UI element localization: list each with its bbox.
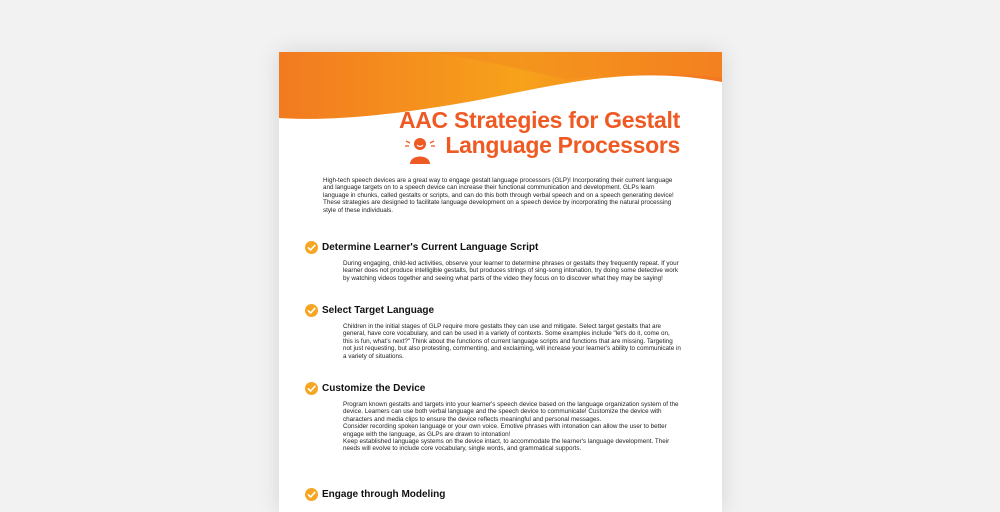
section-heading: Engage through Modeling xyxy=(322,489,446,500)
section-paragraph: Consider recording spoken language or your own voice. Emotive phrases with intonation can allow the user to better engage with the language, as GLPs are drawn to intonation! xyxy=(343,423,667,438)
section-body xyxy=(343,401,681,453)
section-heading: Determine Learner's Current Language Script xyxy=(322,242,539,253)
check-icon xyxy=(305,488,318,501)
section-body xyxy=(343,323,681,360)
section-paragraph: Keep established language systems on the device intact, to accommodate the learner's language development. Their needs will evolve to include core vocabulary, single words, and grammatical supports. xyxy=(343,438,670,453)
section-paragraph: Program known gestalts and targets into your learner's speech device based on the language organization system of the device. Learners can use both verbal language and the speech device to communicate! Customize the device with characters and media clips to ensure the device reflects meaningful and personal messages. xyxy=(343,401,679,423)
speaking-child-icon xyxy=(401,136,439,164)
title-line-1: AAC Strategies for Gestalt xyxy=(398,107,680,133)
section-heading: Customize the Device xyxy=(322,383,426,394)
section-select-target xyxy=(305,304,685,360)
section-paragraph: During engaging, child-led activities, observe your learner to determine phrases or gestalts they frequently repeat. If your learner does not produce intelligible gestalts, but produces strings of sing-song intonation, try doing some detective work by watching videos together and seeing what parts of the video they focus on to discover what they may be saying! xyxy=(343,260,679,282)
section-body xyxy=(343,260,681,282)
section-heading: Select Target Language xyxy=(322,305,435,316)
section-determine-script xyxy=(305,241,685,282)
section-customize-device xyxy=(305,382,685,453)
check-icon xyxy=(305,241,318,254)
intro-paragraph: High-tech speech devices are a great way to engage gestalt language processors (GLP)! Incorporating their current language and language targets on to a speech device can increase their functional communication and development. GLPs learn language in chunks, called gestalts or scripts, and can do this both through verbal speech and on a speech generating device! These strategies are designed to facilitate language development on a speech device by incorporating the natural processing style of these individuals. xyxy=(323,177,674,214)
check-icon xyxy=(305,382,318,395)
document-page xyxy=(279,52,722,512)
title-line-2: Language Processors xyxy=(445,132,680,158)
section-paragraph: Children in the initial stages of GLP require more gestalts they can use and mitigate. Select target gestalts that are general, have core vocabulary, and can be used in a variety of contexts. Some examples include "let's do it, come on, this is fun, what's next?" Think about the functions of current language scripts and functions that are missing. Targeting not just requesting, but also protesting, commenting, and exclaiming, will increase your learner's ability to communicate in a variety of situations. xyxy=(343,323,681,360)
check-icon xyxy=(305,304,318,317)
